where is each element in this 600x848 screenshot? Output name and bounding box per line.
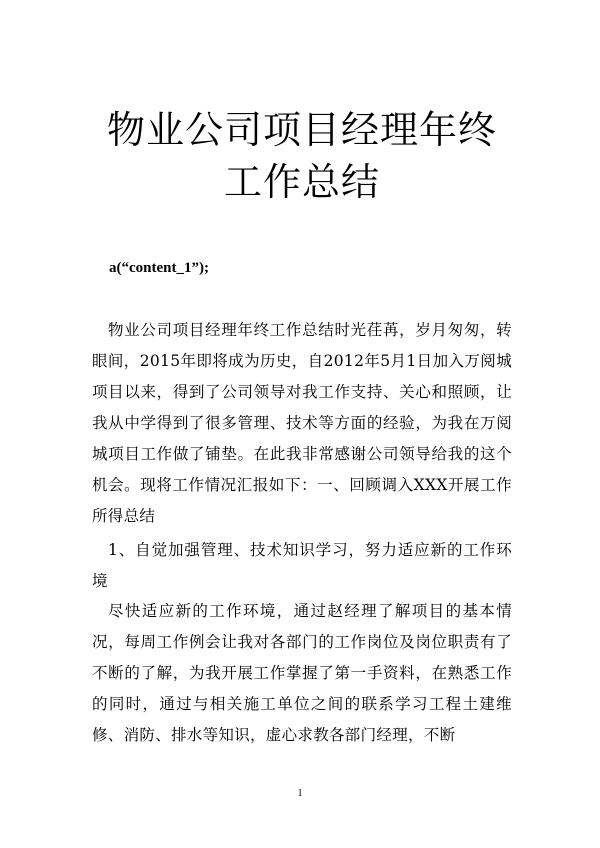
paragraph-body: 尽快适应新的工作环境，通过赵经理了解项目的基本情况，每周工作例会让我对各部门的工作岗位及岗位职责有了不断的了解，为我开展工作掌握了第一手资料，在熟悉工作的同时，通过与相关施工单位之间的联系学习工程土建维修、消防、排水等知识，虚心求教各部门经理，不断 (92, 602, 512, 744)
page-number: 1 (297, 788, 303, 799)
paragraph-intro: 物业公司项目经理年终工作总结时光荏苒，岁月匆匆，转眼间，2015年即将成为历史，自2012年5月1日加入万阅城项目以来，得到了公司领导对我工作支持、关心和照顾，让我从中学得到了很多管理、技术等方面的经验，为我在万阅城项目工作做了铺垫。在此我非常感谢公司领导给我的这个机会。现将工作情况汇报如下：一、回顾调入XXX开展工作所得总结 (92, 321, 512, 525)
document-title: 物业公司项目经理年终工作总结 (106, 108, 497, 204)
code-line: a(“content_1”); (109, 260, 209, 276)
paragraph-section-heading: 1、自觉加强管理、技术知识学习，努力适应新的工作环境 (92, 541, 512, 590)
